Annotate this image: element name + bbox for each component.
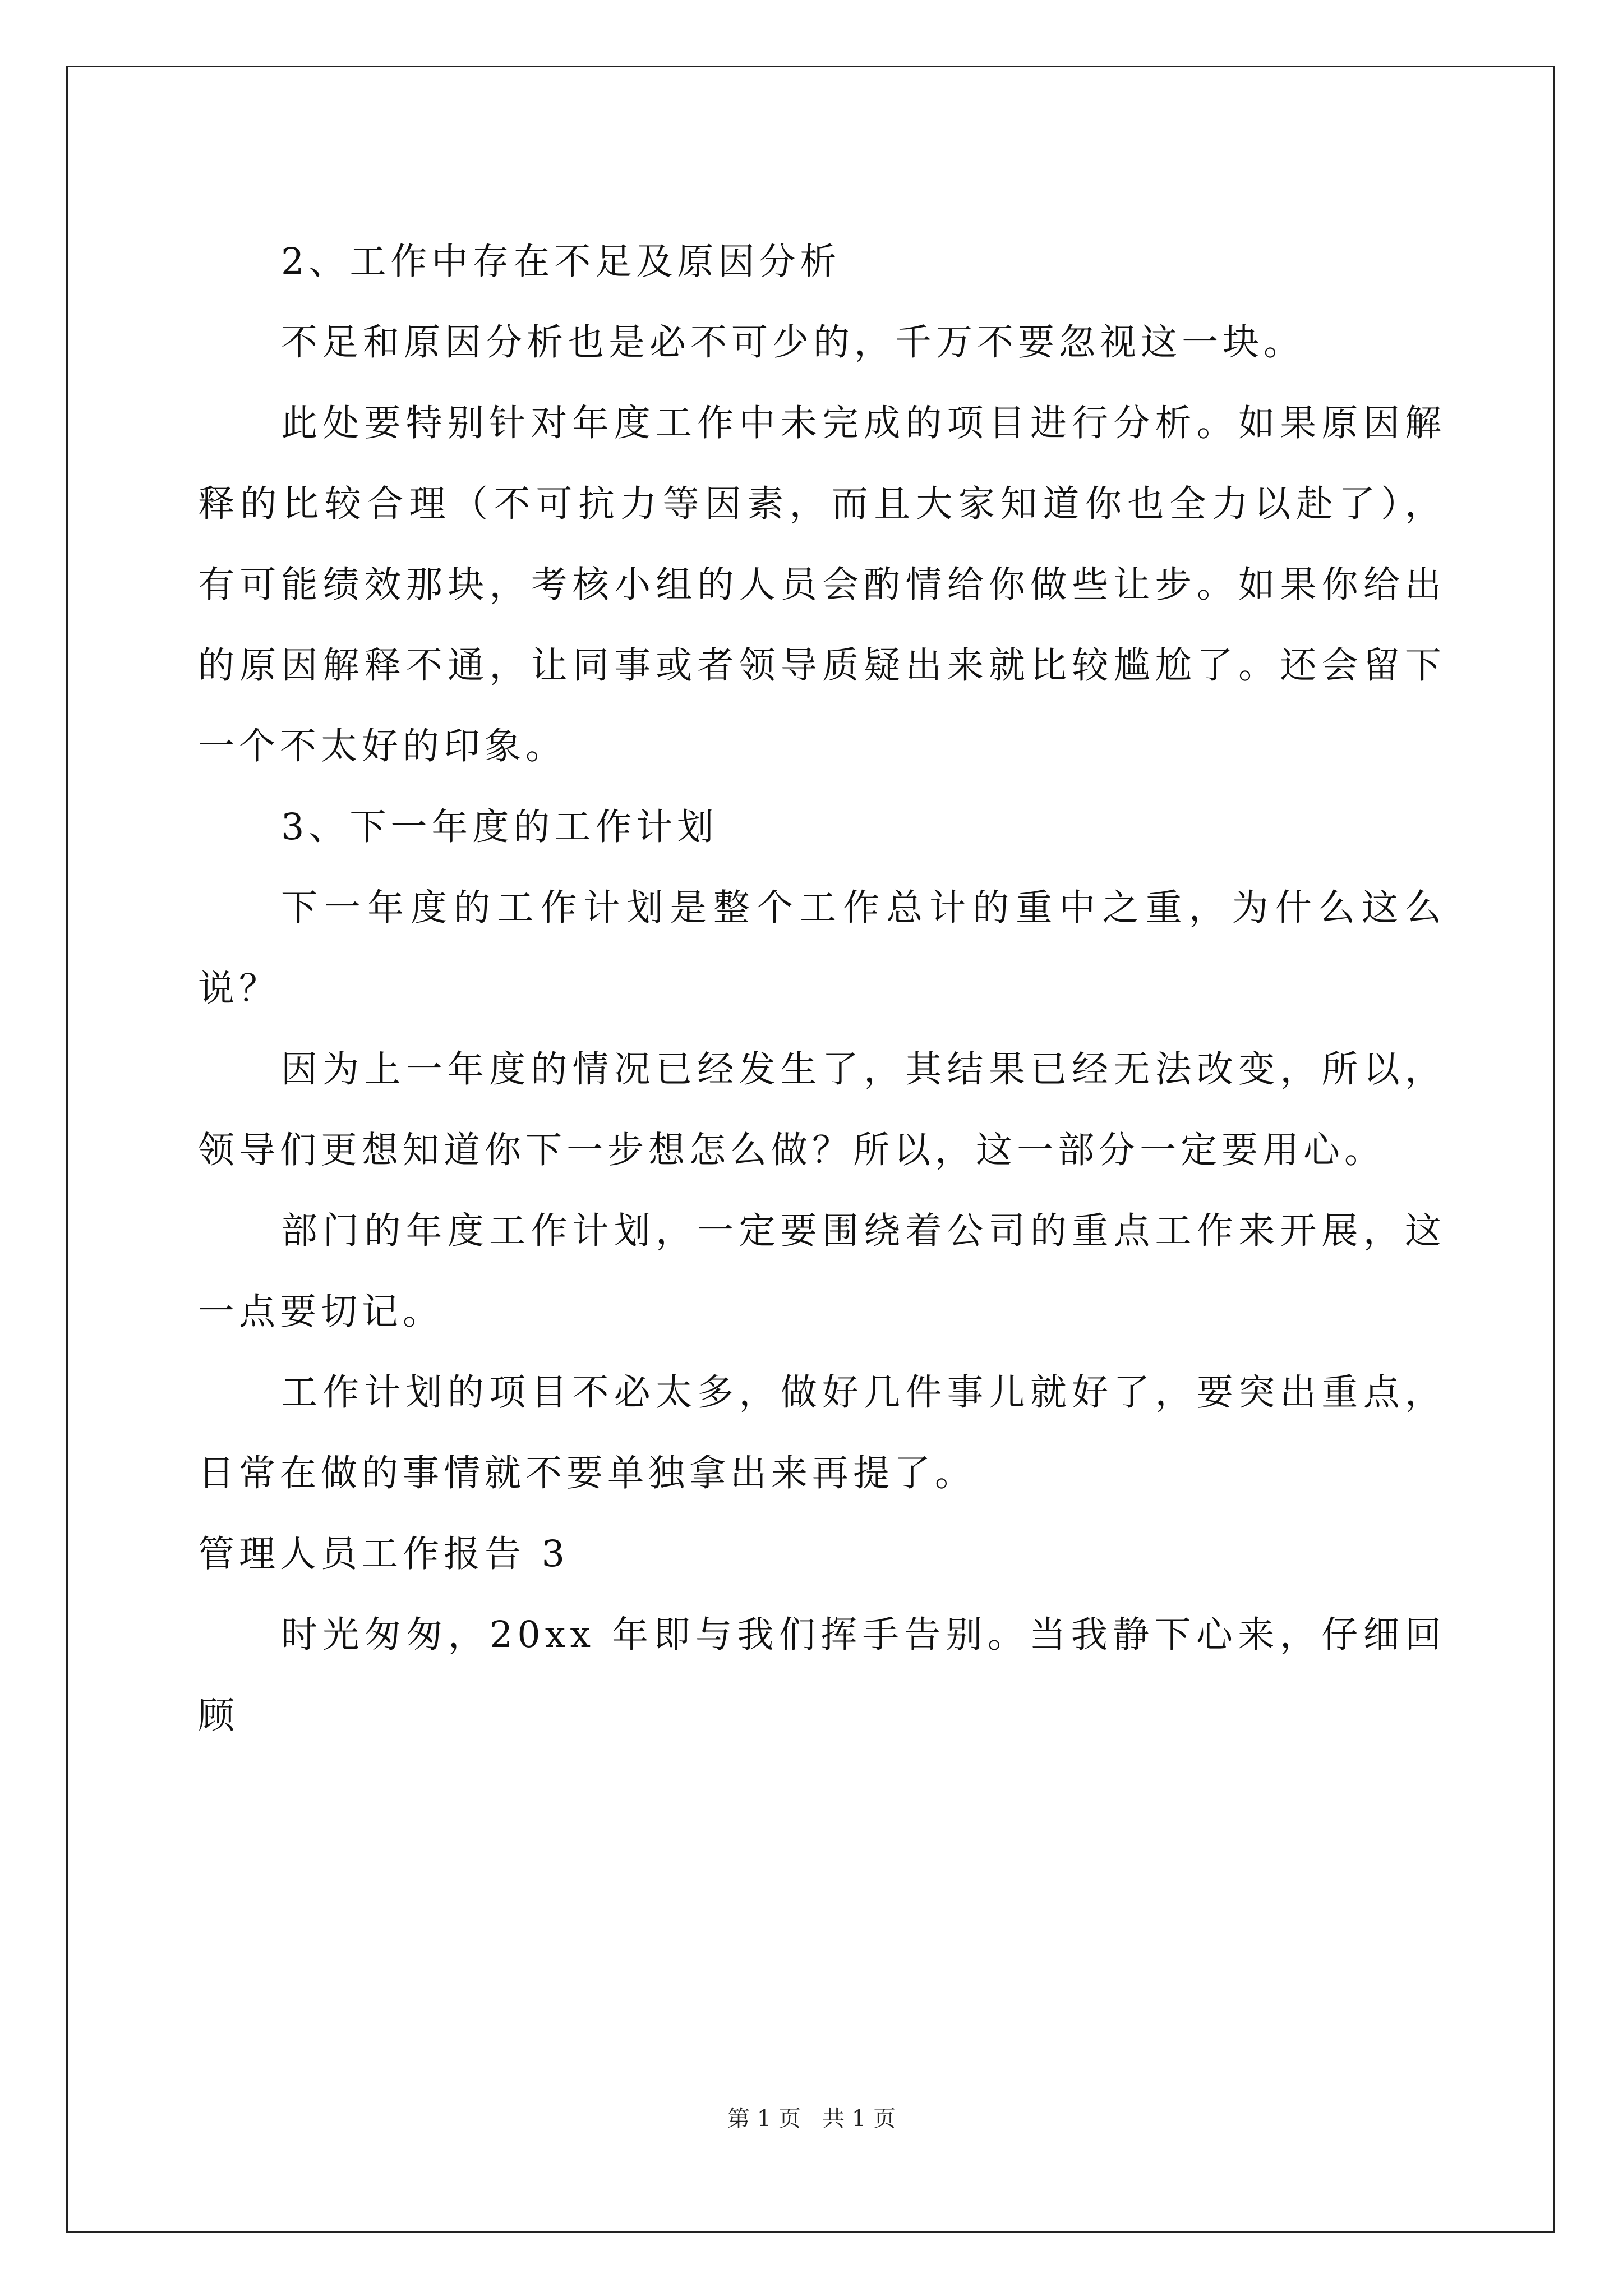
paragraph: 时光匆匆，20xx 年即与我们挥手告别。当我静下心来，仔细回顾 bbox=[198, 1614, 1446, 1737]
report-title: 管理人员工作报告 3 bbox=[198, 1533, 570, 1575]
paragraph: 不足和原因分析也是必不可少的，千万不要忽视这一块。 bbox=[281, 321, 1305, 364]
paragraph: 此处要特别针对年度工作中未完成的项目进行分析。如果原因解释的比较合理（不可抗力等因素，而且大家知道你也全力以赴了），有可能绩效那块，考核小组的人员会酌情给你做些让步。如果你给出的原因解释不通，让同事或者领导质疑出来就比较尴尬了。还会留下一个不太好的印象。 bbox=[198, 402, 1446, 767]
paragraph: 工作计划的项目不必太多，做好几件事儿就好了，要突出重点，日常在做的事情就不要单独拿出来再提了。 bbox=[198, 1372, 1446, 1494]
section-heading-3: 3、下一年度的工作计划 bbox=[281, 806, 718, 848]
section-heading-2: 2、工作中存在不足及原因分析 bbox=[281, 241, 841, 283]
paragraph: 下一年度的工作计划是整个工作总计的重中之重，为什么这么说？ bbox=[198, 887, 1446, 1010]
page-footer: 第 1 页 共 1 页 bbox=[727, 2106, 896, 2132]
document-body bbox=[198, 222, 1446, 1756]
paragraph: 因为上一年度的情况已经发生了，其结果已经无法改变，所以，领导们更想知道你下一步想怎么做？所以，这一部分一定要用心。 bbox=[198, 1048, 1446, 1171]
paragraph: 部门的年度工作计划，一定要围绕着公司的重点工作来开展，这一点要切记。 bbox=[198, 1210, 1446, 1333]
